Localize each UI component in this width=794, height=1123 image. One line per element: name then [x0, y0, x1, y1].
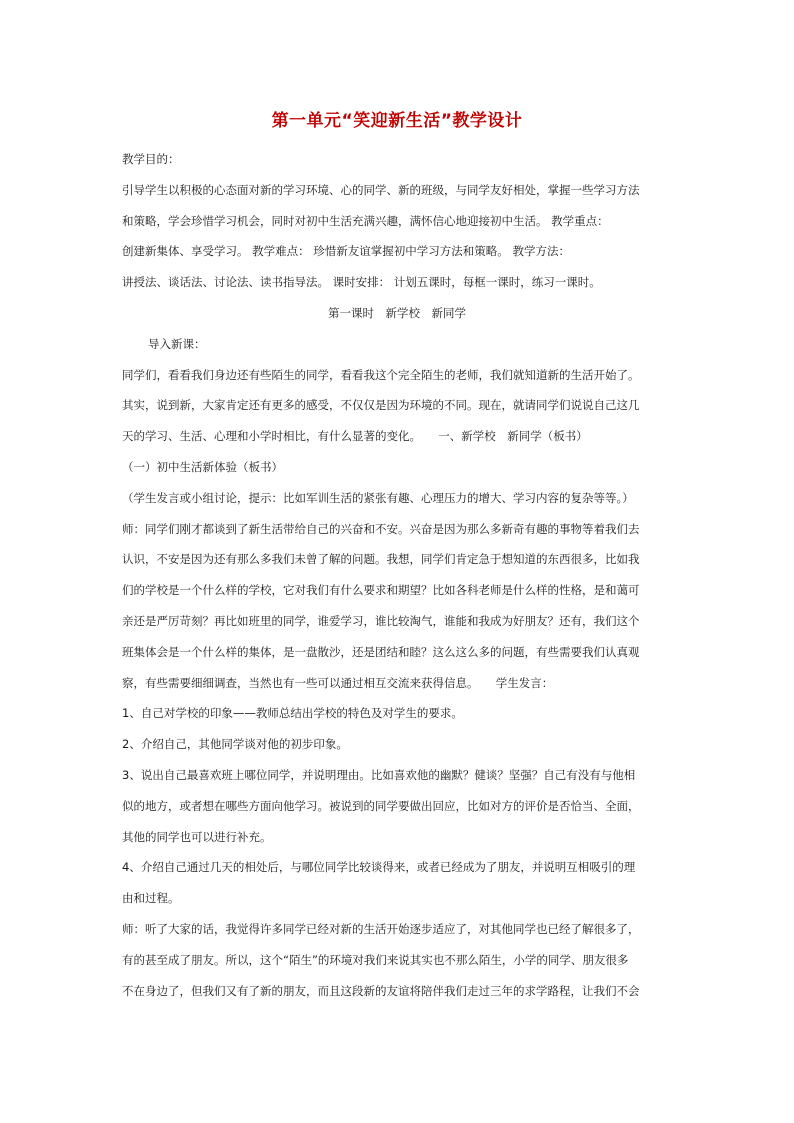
text-line: 和策略，学会珍惜学习机会，同时对初中生活充满兴趣，满怀信心地迎接初中生活。 教学重点：: [122, 213, 609, 228]
text-line: 师：同学们刚才都谈到了新生活带给自己的兴奋和不安。兴奋是因为那么多新奇有趣的事物等着我们去: [122, 521, 640, 536]
text-line: 引导学生以积极的心态面对新的学习环境、心的同学、新的班级，与同学友好相处，掌握一些学习方法: [122, 182, 640, 197]
text-line: 班集体会是一个什么样的集体，是一盘散沙，还是团结和睦？这么这么多的问题，有些需要我们认真观: [122, 644, 640, 659]
lesson-heading: 第一课时 新学校 新同学: [328, 305, 466, 320]
list-item: 1、自己对学校的印象——教师总结出学校的特色及对学生的要求。: [122, 706, 463, 721]
text-line: 其他的同学也可以进行补充。: [122, 829, 272, 844]
list-item: 2、介绍自己，其他同学谈对他的初步印象。: [122, 737, 348, 752]
text-line: 察，有些需要细细调查，当然也有一些可以通过相互交流来获得信息。 学生发言：: [122, 675, 554, 690]
list-item: 4、介绍自己通过几天的相处后，与哪位同学比较谈得来，或者已经成为了朋友，并说明互相吸引的理: [122, 860, 636, 875]
text-line: 同学们，看看我们身边还有些陌生的同学，看看我这个完全陌生的老师，我们就知道新的生活开始了。: [122, 367, 640, 382]
text-line: （一）初中生活新体验（板书）: [122, 459, 283, 474]
text-line: 由和过程。: [122, 891, 180, 906]
text-line: 其实，说到新，大家肯定还有更多的感受，不仅仅是因为环境的不同。现在，就请同学们说说自己这几: [122, 398, 640, 413]
text-line: 有的甚至成了朋友。所以，这个“陌生”的环境对我们来说其实也不那么陌生，小学的同学、朋友很多: [122, 952, 629, 967]
text-line: 不在身边了，但我们又有了新的朋友，而且这段新的友谊将陪伴我们走过三年的求学路程，让我们不会: [122, 983, 640, 998]
text-line: 们的学校是一个什么样的学校，它对我们有什么要求和期望？比如各科老师是什么样的性格，是和蔼可: [122, 583, 640, 598]
text-line: 创建新集体、享受学习。 教学难点： 珍惜新友谊掌握初中学习方法和策略。 教学方法：: [122, 244, 570, 259]
text-line: 教学目的：: [122, 152, 180, 166]
document-body: [122, 144, 672, 1006]
text-line: （学生发言或小组讨论，提示：比如军训生活的紧张有趣、心理压力的增大、学习内容的复杂等等。）: [122, 490, 634, 505]
text-line: 似的地方，或者想在哪些方面向他学习。被说到的同学要做出回应，比如对方的评价是否恰当、全面，: [122, 798, 640, 813]
document-title: 第一单元“笑迎新生活”教学设计: [271, 111, 523, 131]
section-label: 导入新课：: [148, 336, 206, 351]
text-line: 讲授法、谈话法、讨论法、读书指导法。 课时安排： 计划五课时，每框一课时，练习一课时。: [122, 275, 601, 290]
text-line: 师：听了大家的话，我觉得许多同学已经对新的生活开始逐步适应了，对其他同学也已经了解很多了，: [122, 921, 640, 936]
text-line: 天的学习、生活、心理和小学时相比，有什么显著的变化。 一、新学校 新同学（板书）: [122, 429, 588, 444]
list-item: 3、说出自己最喜欢班上哪位同学，并说明理由。比如喜欢他的幽默？健谈？坚强？自己有没有与他相: [122, 767, 636, 782]
text-line: 认识，不安是因为还有那么多我们未曾了解的问题。我想，同学们肯定急于想知道的东西很多，比如我: [122, 552, 640, 567]
text-line: 亲还是严厉苛刻？再比如班里的同学，谁爱学习，谁比较淘气，谁能和我成为好朋友？还有，我们这个: [122, 613, 640, 628]
